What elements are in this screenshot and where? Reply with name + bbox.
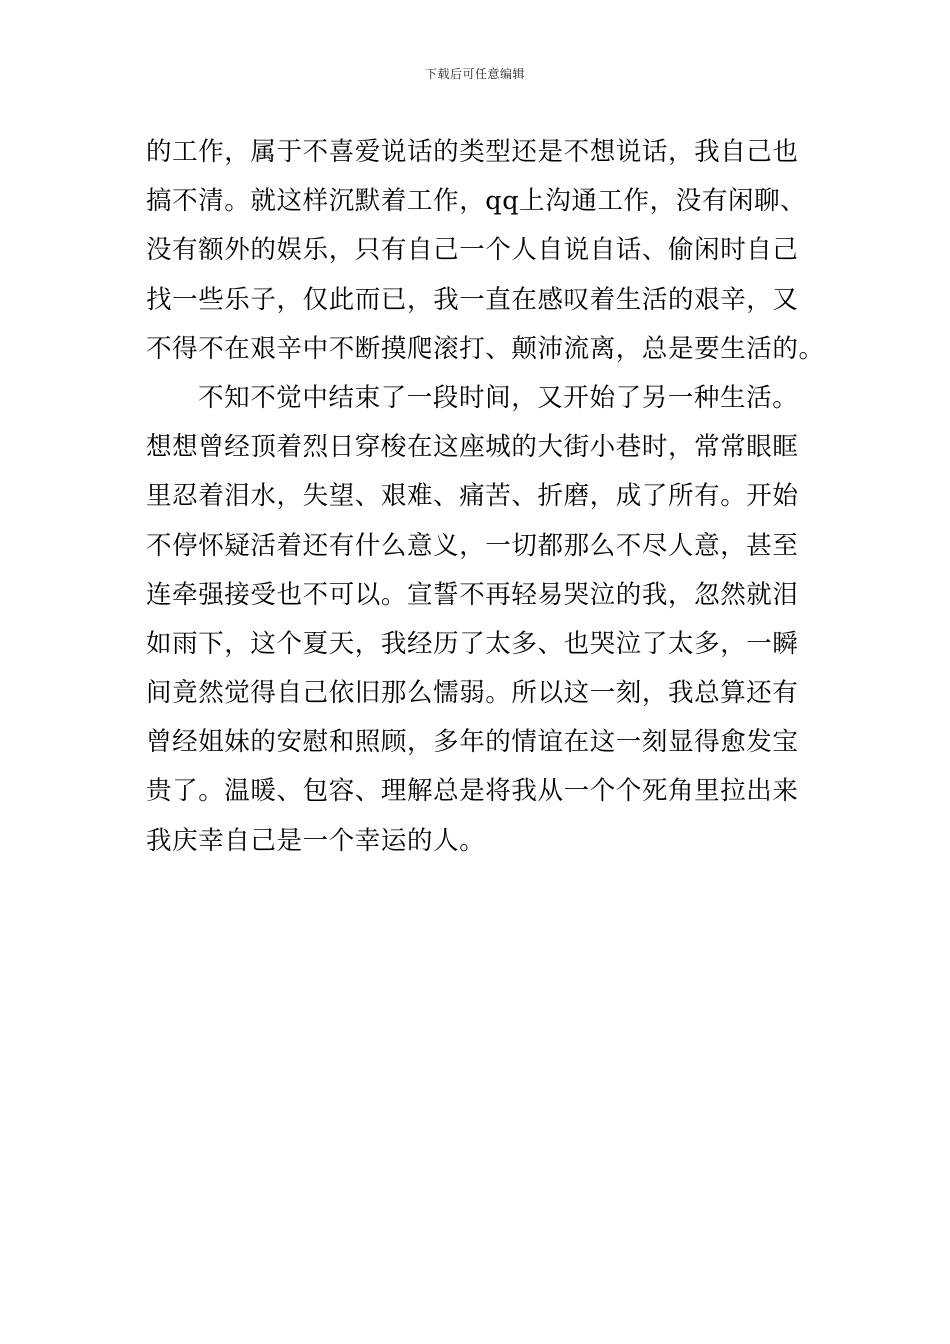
text-line: 贵了。温暖、包容、理解总是将我从一个个死角里拉出来 xyxy=(146,776,799,807)
text-line: 里忍着泪水，失望、艰难、痛苦、折磨，成了所有。开始 xyxy=(146,481,799,512)
text-line: 不得不在艰辛中不断摸爬滚打、颠沛流离，总是要生活的。 xyxy=(146,333,825,364)
text-line: 的工作，属于不喜爱说话的类型还是不想说话，我自己也 xyxy=(146,137,799,167)
text-line: 没有额外的娱乐，只有自己一个人自说自话、偷闲时自己 xyxy=(146,235,799,266)
text-line: 找一些乐子，仅此而已，我一直在感叹着生活的艰辛，又 xyxy=(146,284,799,315)
paragraph xyxy=(146,128,825,374)
text-line: 想想曾经顶着烈日穿梭在这座城的大街小巷时，常常眼眶 xyxy=(146,432,799,463)
text-line: 不停怀疑活着还有什么意义，一切都那么不尽人意，甚至 xyxy=(146,530,799,561)
text-line: 如雨下，这个夏天，我经历了太多、也哭泣了太多，一瞬 xyxy=(146,628,799,659)
page-header: 下载后可任意编辑 xyxy=(424,67,525,81)
text-line: 不知不觉中结束了一段时间，又开始了另一种生活。 xyxy=(198,382,799,413)
text-line: 我庆幸自己是一个幸运的人。 xyxy=(146,825,486,856)
document-body xyxy=(146,128,825,866)
text-line: 连牵强接受也不可以。宣誓不再轻易哭泣的我，忽然就泪 xyxy=(146,579,799,610)
paragraph xyxy=(146,374,808,866)
text-line: 间竟然觉得自己依旧那么懦弱。所以这一刻，我总算还有 xyxy=(146,678,799,709)
text-line: 曾经姐妹的安慰和照顾，多年的情谊在这一刻显得愈发宝 xyxy=(146,727,799,758)
text-line: 搞不清。就这样沉默着工作，qq上沟通工作，没有闲聊、 xyxy=(146,186,807,217)
